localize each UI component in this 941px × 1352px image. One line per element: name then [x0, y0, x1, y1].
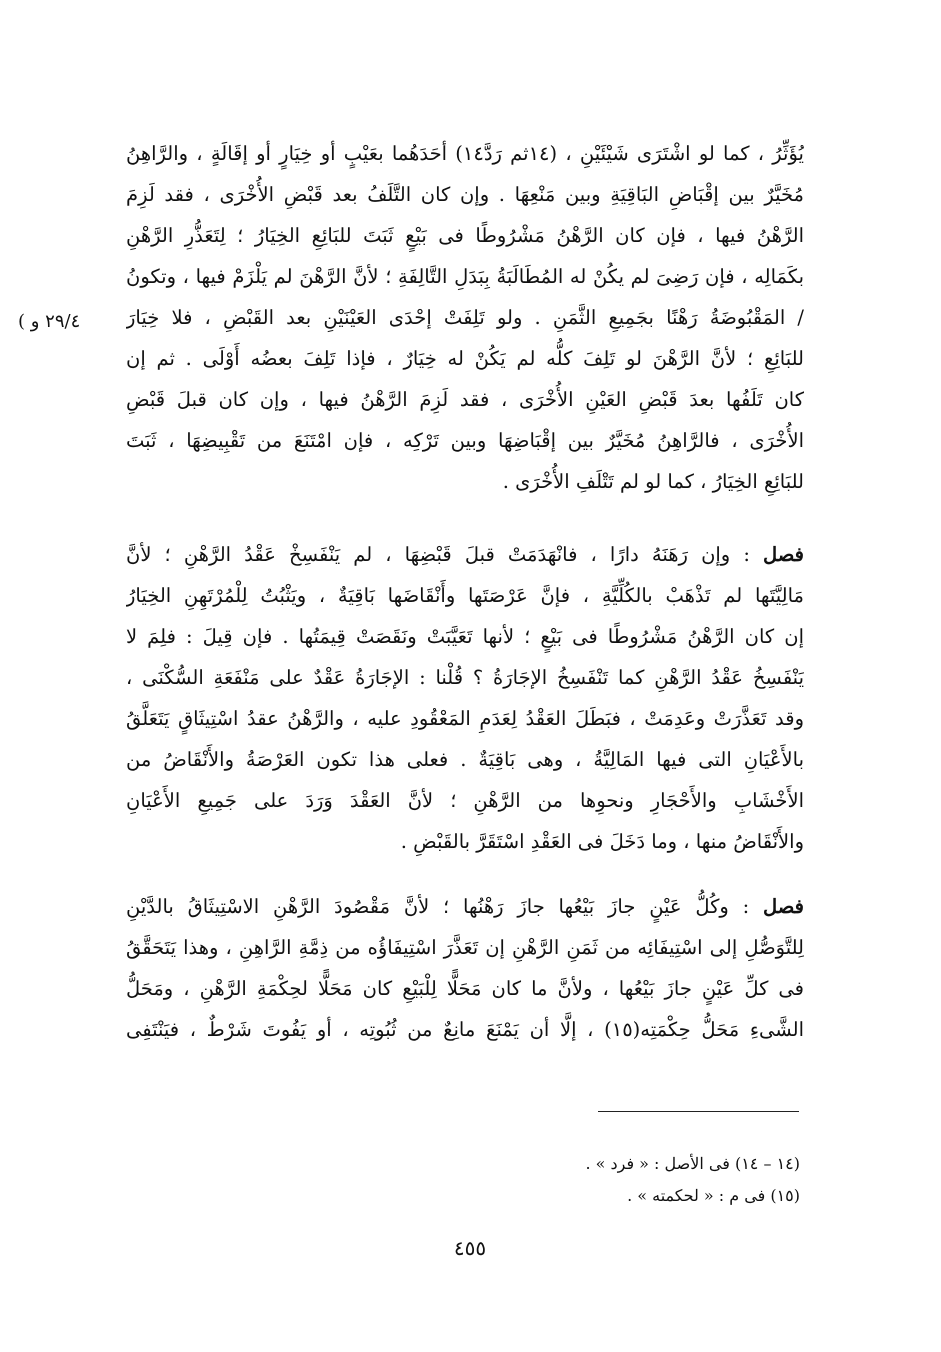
footnotes [500, 1148, 800, 1212]
paragraph-line: والأَنْقَاضُ منها ، وما دَخَلَ فى العَقْدِ اسْتَقَرَّ بالقَبْضِ . [400, 830, 804, 853]
paragraph-line: الأَخْشَابِ والأَحْجَارِ ونحوِها من الرَّهْنِ ؛ لأنَّ العَقْدَ وَرَدَ على جَمِيعِ الأَعْيَانِ [126, 789, 804, 812]
section-heading: فصل [763, 895, 804, 918]
paragraph-line-text: : وكُلُّ عَيْنٍ جازَ بَيْعُها جازَ رَهْنُها ؛ لأنَّ مَقْصُودَ الرَّهْنِ الاسْتِيثَاقُ بالدَّيْنِ [126, 895, 750, 918]
paragraph-line: لِلتَّوَصُّلِ إلى اسْتِيفَائِه من ثَمَنِ الرَّهْنِ إن تَعَذَّرَ اسْتِيفَاؤُه من ذِمَّةِ الرَّاهِنِ ، وهذا يَتَحَقَّقُ [126, 936, 804, 959]
paragraph-line: فى كلِّ عَيْنٍ جازَ بَيْعُها ، ولأنَّ ما كان مَحَلًّا لِلْبَيْعِ كان مَحَلًّا لحِكْمَةِ الرَّهْنِ ، ومَحَلُّ [126, 977, 804, 1000]
paragraph-line: يَنْفَسِخُ عَقْدُ الرَّهْنِ كما تَنْفَسِخُ الإجَارَةُ ؟ قُلْنا : الإجَارَةُ عَقْدٌ على مَنْفَعَةِ السُّكْنَى ، [126, 666, 804, 689]
paragraph-line: للبَائِعِ ؛ لأنَّ الرَّهْنَ لو تَلِفَ كلُّه لم يَكُنْ له خِيَارٌ ، فإذا تَلِفَ بعضُه أَوْلَى . ثم إن [126, 347, 804, 370]
footnote-separator [598, 1111, 799, 1112]
paragraph-line: يُؤَثِّرُ ، كما لو اشْتَرَى شَيْئَيْنِ ، (١٤ثم رَدَّ١٤) أحَدَهُما بعَيْبٍ أو خِيَارٍ أو إقَالَةٍ ، والرَّاهِنُ [126, 142, 804, 165]
paragraph-line: كان تَلَفُها بعدَ قَبْضِ العَيْنِ الأُخْرَى ، فقد لَزِمَ الرَّهْنُ فيها ، وإن كان قبلَ قَبْضِ [126, 388, 804, 411]
paragraph-3 [126, 886, 804, 1050]
paragraph-line: للبَائِعِ الخِيَارُ ، كما لو لم تَتْلَفِ الأُخْرَى . [502, 470, 804, 493]
paragraph-line: الشَّىءِ مَحَلُّ حِكْمَتِه(١٥) ، إلَّا أن يَمْنَعَ مانِعٌ من ثُبُوتِه ، أو يَفُوتَ شَرْطٌ ، فيَنْتَفِى [126, 1018, 804, 1041]
footnote: (١٥) فى م : « لحكمته » . [627, 1186, 800, 1205]
paragraph-line: إن كان الرَّهْنُ مَشْرُوطًا فى بَيْعٍ ؛ لأنها تَعَيَّبَتْ ونَقَصَتْ قِيمَتُها . فإن قِيلَ : فلِمَ لا [126, 625, 804, 648]
margin-folio-note: ٢٩/٤ و ) [18, 311, 81, 332]
paragraph-line: وقد تَعَذَّرَتْ وعَدِمَتْ ، فبَطَلَ العَقْدُ لِعَدَمِ المَعْقُودِ عليه ، والرَّهْنُ عقدُ اسْتِيثَاقٍ يَتَعَلَّقُ [126, 707, 804, 730]
paragraph-line: الأُخْرَى ، فالرَّاهِنُ مُخَيَّرٌ بين إقْبَاضِهَا وبين تَرْكِه ، فإن امْتَنَعَ من تَقْبِيضِهَا ، ثَبَتَ [126, 429, 804, 452]
paragraph-line: بالأَعْيَانِ التى فيها المَالِيَّةُ ، وهى بَاقِيَةٌ . فعلى هذا تكون العَرْصَةُ والأَنْقَاضُ من [126, 748, 804, 771]
section-heading: فصل [763, 543, 804, 566]
paragraph-first-line [126, 534, 804, 575]
paragraph-first-line [126, 886, 804, 927]
footnote: (١٤ – ١٤) فى الأصل : « فرد » . [585, 1154, 800, 1173]
paragraph-line: / المَقْبُوضَةُ رَهْنًا بجَمِيعِ الثَّمَنِ . ولو تَلِفَتْ إحْدَى العَيْنَيْنِ بعد القَبْضِ ، فلا خِيَارَ [126, 306, 804, 329]
paragraph-line-text: : وإن رَهَنَهُ دارًا ، فانْهَدَمَتْ قبلَ قَبْضِهَا ، لم يَنْفَسِخْ عَقْدُ الرَّهْنِ ؛ لأنَّ [126, 543, 750, 566]
paragraph-1 [126, 133, 804, 502]
paragraph-line: بكَمَالِه ، فإن رَضِىَ لم يكُنْ له المُطَالَبَةُ بِبَدَلِ التَّالِفَةِ ؛ لأنَّ الرَّهْنَ لم يَلْزَمْ فيها ، وتكونُ [126, 265, 804, 288]
paragraph-line: مُخَيَّرٌ بين إقْبَاضِ البَاقِيَةِ وبين مَنْعِهَا . وإن كان التَّلَفُ بعد قَبْضِ الأُخْرَى ، فقد لَزِمَ [126, 183, 804, 206]
paragraph-line: الرَّهْنُ فيها ، فإن كان الرَّهْنُ مَشْرُوطًا فى بَيْعٍ ثَبَتَ للبَائِعِ الخِيَارُ ؛ لِتَعَذُّرِ الرَّهْنِ [126, 224, 804, 247]
paragraph-2 [126, 534, 804, 862]
page-number: ٤٥٥ [453, 1236, 487, 1260]
paragraph-line: مَالِيَّتَها لم تَذْهَبْ بالكُلِّيَّةِ ، فإنَّ عَرْصَتَها وأَنْقَاضَها بَاقِيَةٌ ، ويَثْبُتُ لِلْمُرْتَهِنِ الخِيَارُ [126, 584, 804, 607]
